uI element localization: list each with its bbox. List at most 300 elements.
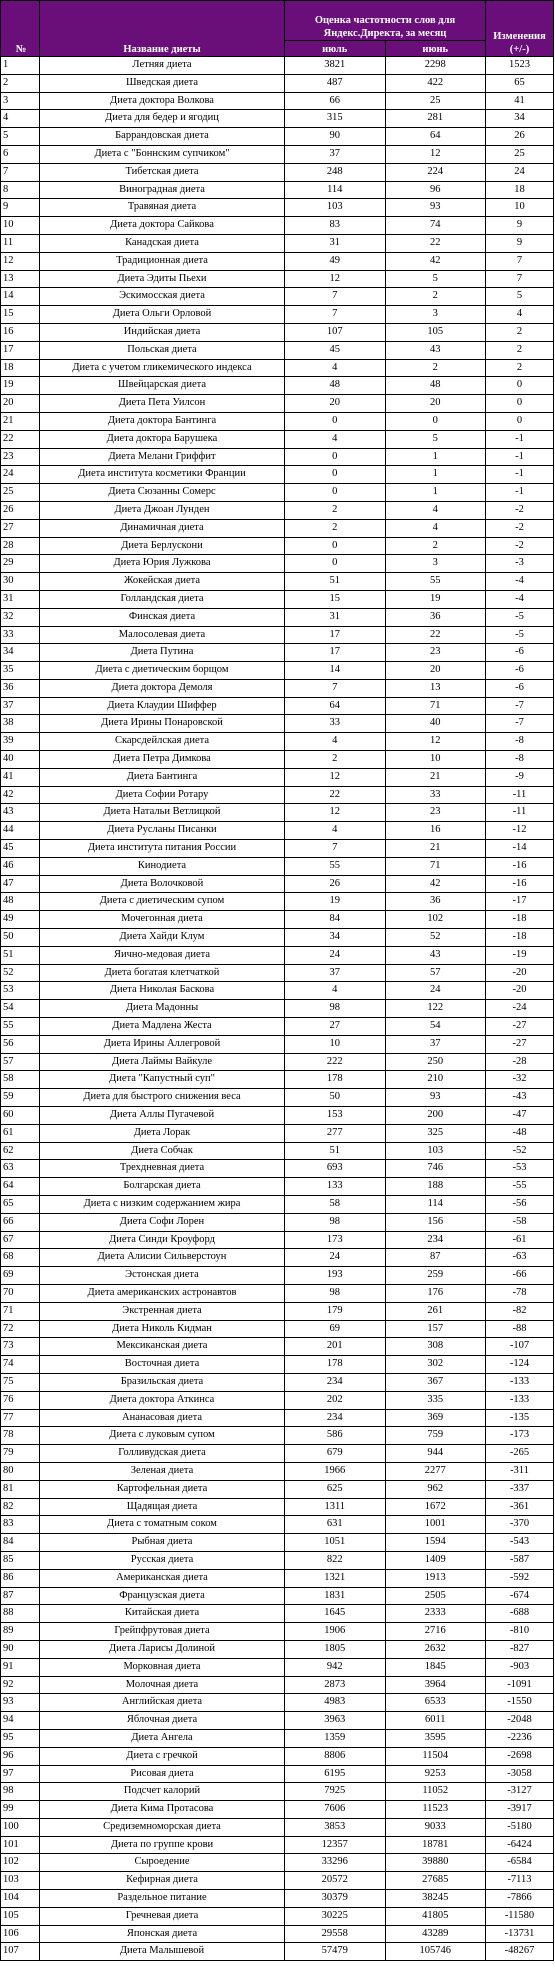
june-value: 71 xyxy=(385,697,486,715)
july-value: 822 xyxy=(285,1551,386,1569)
table-row xyxy=(1,1818,554,1836)
june-value: 33 xyxy=(385,786,486,804)
change-value: -688 xyxy=(486,1605,554,1623)
row-number: 10 xyxy=(1,217,40,235)
change-value: 26 xyxy=(486,128,554,146)
june-value: 2716 xyxy=(385,1623,486,1641)
july-value: 173 xyxy=(285,1231,386,1249)
row-number: 1 xyxy=(1,57,40,75)
diet-name: Диета Мадлена Жеста xyxy=(40,1018,285,1036)
change-value: -12 xyxy=(486,822,554,840)
diet-name: Диета Мелани Гриффит xyxy=(40,448,285,466)
june-value: 2 xyxy=(385,537,486,555)
july-value: 37 xyxy=(285,964,386,982)
change-value: -4 xyxy=(486,573,554,591)
june-value: 48 xyxy=(385,377,486,395)
july-value: 193 xyxy=(285,1267,386,1285)
row-number: 64 xyxy=(1,1178,40,1196)
july-value: 10 xyxy=(285,1035,386,1053)
table-row xyxy=(1,1409,554,1427)
row-number: 76 xyxy=(1,1391,40,1409)
change-value: 2 xyxy=(486,359,554,377)
table-row xyxy=(1,1516,554,1534)
july-value: 24 xyxy=(285,1249,386,1267)
row-number: 77 xyxy=(1,1409,40,1427)
july-value: 7 xyxy=(285,288,386,306)
table-row xyxy=(1,751,554,769)
change-value: -8 xyxy=(486,751,554,769)
june-value: 422 xyxy=(385,74,486,92)
table-row xyxy=(1,911,554,929)
row-number: 87 xyxy=(1,1587,40,1605)
row-number: 17 xyxy=(1,341,40,359)
july-value: 315 xyxy=(285,110,386,128)
change-value: -82 xyxy=(486,1302,554,1320)
june-value: 22 xyxy=(385,626,486,644)
row-number: 93 xyxy=(1,1694,40,1712)
change-value: 10 xyxy=(486,199,554,217)
table-row xyxy=(1,946,554,964)
diet-name: Диета Пета Уилсон xyxy=(40,395,285,413)
change-value: -1 xyxy=(486,448,554,466)
change-value: -543 xyxy=(486,1534,554,1552)
table-row xyxy=(1,128,554,146)
july-value: 1359 xyxy=(285,1729,386,1747)
row-number: 58 xyxy=(1,1071,40,1089)
july-value: 277 xyxy=(285,1124,386,1142)
diet-name: Болгарская диета xyxy=(40,1178,285,1196)
table-row xyxy=(1,1249,554,1267)
row-number: 20 xyxy=(1,395,40,413)
july-value: 12 xyxy=(285,804,386,822)
june-value: 24 xyxy=(385,982,486,1000)
june-value: 41805 xyxy=(385,1907,486,1925)
june-value: 55 xyxy=(385,573,486,591)
row-number: 24 xyxy=(1,466,40,484)
june-value: 22 xyxy=(385,234,486,252)
table-row xyxy=(1,1890,554,1908)
june-value: 54 xyxy=(385,1018,486,1036)
june-value: 200 xyxy=(385,1107,486,1125)
diet-name: Диета института косметики Франции xyxy=(40,466,285,484)
july-value: 4 xyxy=(285,359,386,377)
row-number: 33 xyxy=(1,626,40,644)
row-number: 92 xyxy=(1,1676,40,1694)
july-value: 33296 xyxy=(285,1854,386,1872)
july-value: 66 xyxy=(285,92,386,110)
change-value: -2698 xyxy=(486,1747,554,1765)
row-number: 61 xyxy=(1,1124,40,1142)
july-value: 0 xyxy=(285,448,386,466)
change-value: -13731 xyxy=(486,1925,554,1943)
table-row xyxy=(1,715,554,733)
july-value: 20 xyxy=(285,395,386,413)
july-value: 15 xyxy=(285,590,386,608)
row-number: 101 xyxy=(1,1836,40,1854)
change-value: -27 xyxy=(486,1035,554,1053)
diet-name: Экстренная диета xyxy=(40,1302,285,1320)
table-row xyxy=(1,1605,554,1623)
table-row xyxy=(1,1907,554,1925)
june-value: 210 xyxy=(385,1071,486,1089)
change-value: -53 xyxy=(486,1160,554,1178)
diet-name: Индийская диета xyxy=(40,323,285,341)
table-row xyxy=(1,1569,554,1587)
row-number: 29 xyxy=(1,555,40,573)
row-number: 15 xyxy=(1,306,40,324)
july-value: 33 xyxy=(285,715,386,733)
change-value: -3127 xyxy=(486,1783,554,1801)
row-number: 104 xyxy=(1,1890,40,1908)
june-value: 42 xyxy=(385,875,486,893)
change-value: -370 xyxy=(486,1516,554,1534)
table-row xyxy=(1,840,554,858)
june-value: 3964 xyxy=(385,1676,486,1694)
table-row xyxy=(1,1534,554,1552)
june-value: 325 xyxy=(385,1124,486,1142)
june-value: 2 xyxy=(385,359,486,377)
row-number: 74 xyxy=(1,1356,40,1374)
table-row xyxy=(1,697,554,715)
row-number: 72 xyxy=(1,1320,40,1338)
diet-name: Диета Софи Лорен xyxy=(40,1213,285,1231)
diet-name: Диета Ларисы Долиной xyxy=(40,1640,285,1658)
june-value: 962 xyxy=(385,1480,486,1498)
row-number: 52 xyxy=(1,964,40,982)
change-value: -337 xyxy=(486,1480,554,1498)
table-row xyxy=(1,982,554,1000)
table-row xyxy=(1,875,554,893)
row-number: 103 xyxy=(1,1872,40,1890)
table-row xyxy=(1,1462,554,1480)
diet-name: Подсчет калорий xyxy=(40,1783,285,1801)
june-value: 1 xyxy=(385,484,486,502)
row-number: 78 xyxy=(1,1427,40,1445)
june-value: 944 xyxy=(385,1445,486,1463)
july-value: 7 xyxy=(285,306,386,324)
june-value: 367 xyxy=(385,1373,486,1391)
june-value: 369 xyxy=(385,1409,486,1427)
change-value: -6 xyxy=(486,679,554,697)
diet-name: Шведская диета xyxy=(40,74,285,92)
change-value: 2 xyxy=(486,323,554,341)
table-row xyxy=(1,1391,554,1409)
change-value: -48 xyxy=(486,1124,554,1142)
june-value: 43289 xyxy=(385,1925,486,1943)
row-number: 50 xyxy=(1,929,40,947)
diet-name: Диета Малышевой xyxy=(40,1943,285,1961)
row-number: 75 xyxy=(1,1373,40,1391)
diet-name: Тибетская диета xyxy=(40,163,285,181)
july-value: 693 xyxy=(285,1160,386,1178)
june-value: 1913 xyxy=(385,1569,486,1587)
diet-name: Русская диета xyxy=(40,1551,285,1569)
table-row xyxy=(1,501,554,519)
table-row xyxy=(1,626,554,644)
table-row xyxy=(1,964,554,982)
change-value: -55 xyxy=(486,1178,554,1196)
table-row xyxy=(1,57,554,75)
june-value: 36 xyxy=(385,893,486,911)
diet-name: Диета с "Боннским супчиком" xyxy=(40,145,285,163)
table-row xyxy=(1,1712,554,1730)
diet-name: Кефирная диета xyxy=(40,1872,285,1890)
july-value: 1051 xyxy=(285,1534,386,1552)
row-number: 13 xyxy=(1,270,40,288)
july-value: 26 xyxy=(285,875,386,893)
july-value: 1805 xyxy=(285,1640,386,1658)
july-value: 7606 xyxy=(285,1801,386,1819)
diet-name: Французская диета xyxy=(40,1587,285,1605)
june-value: 1409 xyxy=(385,1551,486,1569)
table-row xyxy=(1,1676,554,1694)
june-value: 37 xyxy=(385,1035,486,1053)
row-number: 25 xyxy=(1,484,40,502)
change-value: -16 xyxy=(486,857,554,875)
diet-name: Картофельная диета xyxy=(40,1480,285,1498)
row-number: 68 xyxy=(1,1249,40,1267)
change-value: -3917 xyxy=(486,1801,554,1819)
row-number: 36 xyxy=(1,679,40,697)
diet-name: Молочная диета xyxy=(40,1676,285,1694)
july-value: 0 xyxy=(285,484,386,502)
change-value: -58 xyxy=(486,1213,554,1231)
table-row xyxy=(1,1623,554,1641)
change-value: -1550 xyxy=(486,1694,554,1712)
table-row xyxy=(1,377,554,395)
row-number: 69 xyxy=(1,1267,40,1285)
row-number: 66 xyxy=(1,1213,40,1231)
july-value: 178 xyxy=(285,1071,386,1089)
change-value: -135 xyxy=(486,1409,554,1427)
june-value: 4 xyxy=(385,501,486,519)
july-value: 55 xyxy=(285,857,386,875)
july-value: 49 xyxy=(285,252,386,270)
row-number: 40 xyxy=(1,751,40,769)
table-row xyxy=(1,199,554,217)
change-value: -4 xyxy=(486,590,554,608)
june-value: 1594 xyxy=(385,1534,486,1552)
row-number: 16 xyxy=(1,323,40,341)
row-number: 47 xyxy=(1,875,40,893)
change-value: -32 xyxy=(486,1071,554,1089)
june-value: 52 xyxy=(385,929,486,947)
diet-name: Диета Юрия Лужкова xyxy=(40,555,285,573)
change-value: -3058 xyxy=(486,1765,554,1783)
table-row xyxy=(1,323,554,341)
table-row xyxy=(1,1747,554,1765)
diet-name: Трехдневная диета xyxy=(40,1160,285,1178)
june-value: 1 xyxy=(385,466,486,484)
june-value: 11504 xyxy=(385,1747,486,1765)
june-value: 43 xyxy=(385,341,486,359)
diet-name: Мочегонная диета xyxy=(40,911,285,929)
row-number: 27 xyxy=(1,519,40,537)
table-row xyxy=(1,1640,554,1658)
change-value: -11 xyxy=(486,804,554,822)
table-row xyxy=(1,234,554,252)
diet-name: Травяная диета xyxy=(40,199,285,217)
june-value: 176 xyxy=(385,1284,486,1302)
june-value: 6533 xyxy=(385,1694,486,1712)
diet-name: Эскимосская диета xyxy=(40,288,285,306)
july-value: 17 xyxy=(285,626,386,644)
change-value: -107 xyxy=(486,1338,554,1356)
change-value: 7 xyxy=(486,252,554,270)
diet-name: Диета с диетическим супом xyxy=(40,893,285,911)
change-value: -20 xyxy=(486,982,554,1000)
table-row xyxy=(1,1284,554,1302)
july-value: 1906 xyxy=(285,1623,386,1641)
july-value: 178 xyxy=(285,1356,386,1374)
diet-name: Диета для быстрого снижения веса xyxy=(40,1089,285,1107)
table-row xyxy=(1,1107,554,1125)
table-row xyxy=(1,662,554,680)
june-value: 157 xyxy=(385,1320,486,1338)
june-value: 11523 xyxy=(385,1801,486,1819)
june-value: 5 xyxy=(385,430,486,448)
row-number: 2 xyxy=(1,74,40,92)
june-value: 12 xyxy=(385,733,486,751)
row-number: 79 xyxy=(1,1445,40,1463)
diet-name: Баррандовская диета xyxy=(40,128,285,146)
header-frequency: Оценка частотности слов для Яндекс.Директа, за месяц xyxy=(285,1,486,41)
diet-name: Жокейская диета xyxy=(40,573,285,591)
row-number: 85 xyxy=(1,1551,40,1569)
july-value: 30379 xyxy=(285,1890,386,1908)
table-row xyxy=(1,1320,554,1338)
table-row xyxy=(1,1231,554,1249)
diet-name: Диета Хайди Клум xyxy=(40,929,285,947)
row-number: 34 xyxy=(1,644,40,662)
july-value: 22 xyxy=(285,786,386,804)
june-value: 23 xyxy=(385,804,486,822)
july-value: 153 xyxy=(285,1107,386,1125)
june-value: 746 xyxy=(385,1160,486,1178)
change-value: -78 xyxy=(486,1284,554,1302)
table-row xyxy=(1,590,554,608)
table-row xyxy=(1,1480,554,1498)
change-value: -2236 xyxy=(486,1729,554,1747)
change-value: -6584 xyxy=(486,1854,554,1872)
table-row xyxy=(1,252,554,270)
june-value: 18781 xyxy=(385,1836,486,1854)
july-value: 942 xyxy=(285,1658,386,1676)
row-number: 86 xyxy=(1,1569,40,1587)
diet-name: Скарсдейлская диета xyxy=(40,733,285,751)
change-value: -7 xyxy=(486,697,554,715)
june-value: 6011 xyxy=(385,1712,486,1730)
change-value: -6 xyxy=(486,662,554,680)
diet-name: Морковная диета xyxy=(40,1658,285,1676)
row-number: 6 xyxy=(1,145,40,163)
table-row xyxy=(1,804,554,822)
table-row xyxy=(1,145,554,163)
diet-name: Диета Николая Баскова xyxy=(40,982,285,1000)
row-number: 51 xyxy=(1,946,40,964)
row-number: 32 xyxy=(1,608,40,626)
diet-name: Швейцарская диета xyxy=(40,377,285,395)
july-value: 0 xyxy=(285,412,386,430)
header-change-label: Изменения xyxy=(493,31,546,42)
row-number: 8 xyxy=(1,181,40,199)
table-row xyxy=(1,74,554,92)
july-value: 29558 xyxy=(285,1925,386,1943)
table-row xyxy=(1,270,554,288)
july-value: 103 xyxy=(285,199,386,217)
change-value: -63 xyxy=(486,1249,554,1267)
diet-name: Диета Натальи Ветлицкой xyxy=(40,804,285,822)
header-diet-name: Название диеты xyxy=(40,1,285,57)
change-value: -18 xyxy=(486,911,554,929)
july-value: 2873 xyxy=(285,1676,386,1694)
row-number: 35 xyxy=(1,662,40,680)
diet-name: Американская диета xyxy=(40,1569,285,1587)
table-row xyxy=(1,1373,554,1391)
row-number: 65 xyxy=(1,1196,40,1214)
diet-name: Диета Синди Кроуфорд xyxy=(40,1231,285,1249)
diet-name: Голландская диета xyxy=(40,590,285,608)
header-june: июнь xyxy=(385,41,486,57)
change-value: -61 xyxy=(486,1231,554,1249)
june-value: 114 xyxy=(385,1196,486,1214)
row-number: 3 xyxy=(1,92,40,110)
table-row xyxy=(1,1587,554,1605)
change-value: -3 xyxy=(486,555,554,573)
change-value: -47 xyxy=(486,1107,554,1125)
diet-name: Диета Ирины Понаровской xyxy=(40,715,285,733)
change-value: -592 xyxy=(486,1569,554,1587)
june-value: 19 xyxy=(385,590,486,608)
june-value: 234 xyxy=(385,1231,486,1249)
june-value: 259 xyxy=(385,1267,486,1285)
june-value: 224 xyxy=(385,163,486,181)
row-number: 45 xyxy=(1,840,40,858)
row-number: 89 xyxy=(1,1623,40,1641)
diet-name: Диета Эдиты Пьехи xyxy=(40,270,285,288)
row-number: 18 xyxy=(1,359,40,377)
diet-name: Канадская диета xyxy=(40,234,285,252)
table-row xyxy=(1,1018,554,1036)
row-number: 37 xyxy=(1,697,40,715)
row-number: 4 xyxy=(1,110,40,128)
june-value: 1001 xyxy=(385,1516,486,1534)
july-value: 0 xyxy=(285,466,386,484)
july-value: 201 xyxy=(285,1338,386,1356)
row-number: 67 xyxy=(1,1231,40,1249)
diet-name: Эстонская диета xyxy=(40,1267,285,1285)
table-row xyxy=(1,679,554,697)
july-value: 98 xyxy=(285,1213,386,1231)
june-value: 2333 xyxy=(385,1605,486,1623)
row-number: 43 xyxy=(1,804,40,822)
change-value: -88 xyxy=(486,1320,554,1338)
diet-name: Диета доктора Сайкова xyxy=(40,217,285,235)
july-value: 3963 xyxy=(285,1712,386,1730)
table-row xyxy=(1,1943,554,1961)
table-row xyxy=(1,1729,554,1747)
diet-name: Рисовая диета xyxy=(40,1765,285,1783)
diet-name: Диета Русланы Писанки xyxy=(40,822,285,840)
table-row xyxy=(1,893,554,911)
table-row xyxy=(1,341,554,359)
june-value: 3595 xyxy=(385,1729,486,1747)
diet-name: Польская диета xyxy=(40,341,285,359)
row-number: 12 xyxy=(1,252,40,270)
diet-name: Диета доктора Демоля xyxy=(40,679,285,697)
table-row xyxy=(1,1071,554,1089)
july-value: 1321 xyxy=(285,1569,386,1587)
